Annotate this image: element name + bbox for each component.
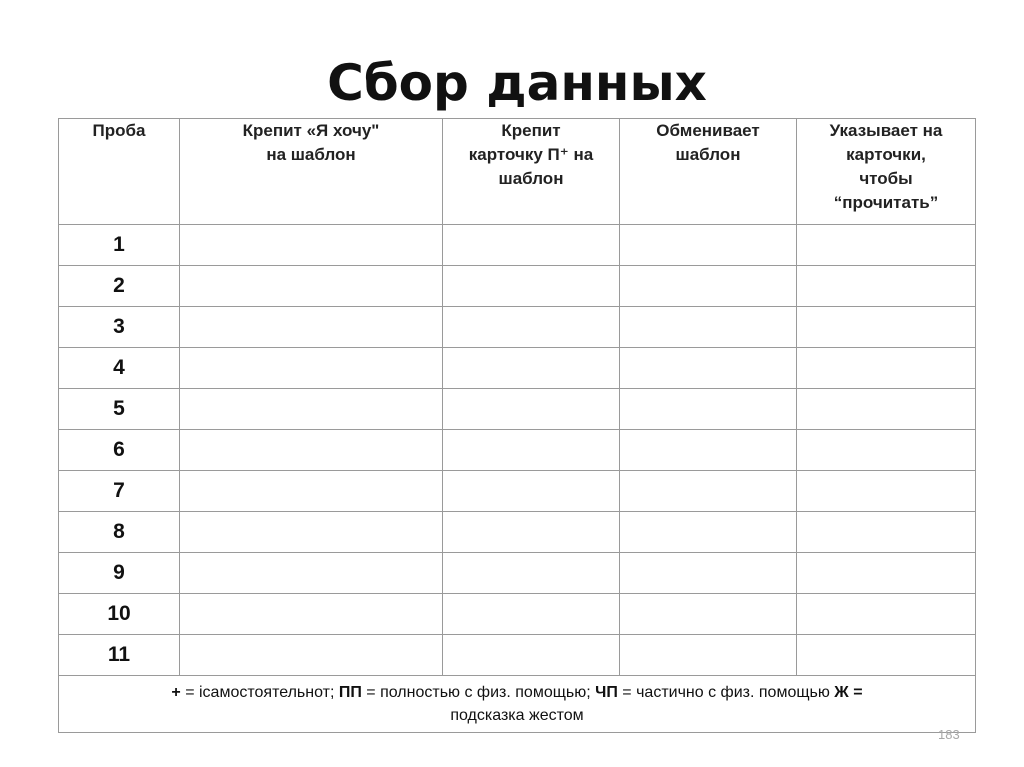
empty-cell	[797, 389, 976, 430]
empty-cell	[797, 225, 976, 266]
empty-cell	[443, 594, 620, 635]
empty-cell	[443, 512, 620, 553]
trial-number: 8	[59, 512, 180, 553]
empty-cell	[797, 266, 976, 307]
empty-cell	[797, 553, 976, 594]
trial-number: 11	[59, 635, 180, 676]
empty-cell	[797, 430, 976, 471]
empty-cell	[620, 389, 797, 430]
empty-cell	[180, 471, 443, 512]
empty-cell	[620, 512, 797, 553]
empty-cell	[443, 430, 620, 471]
legend-pp-text: = полностью с физ. помощью;	[361, 684, 596, 701]
empty-cell	[443, 266, 620, 307]
empty-cell	[443, 307, 620, 348]
legend-row	[59, 676, 976, 733]
empty-cell	[620, 635, 797, 676]
legend-plus-key: +	[171, 684, 181, 701]
table-row	[59, 553, 976, 594]
empty-cell	[620, 348, 797, 389]
empty-cell	[180, 594, 443, 635]
table-row	[59, 348, 976, 389]
page-title: Сбор данных	[327, 54, 707, 112]
empty-cell	[443, 348, 620, 389]
legend-pp-key: ПП	[338, 684, 362, 701]
table-row	[59, 307, 976, 348]
empty-cell	[620, 594, 797, 635]
empty-cell	[180, 389, 443, 430]
data-collection-table	[58, 118, 976, 733]
trial-number: 5	[59, 389, 180, 430]
table-row	[59, 594, 976, 635]
trial-number: 10	[59, 594, 180, 635]
empty-cell	[180, 307, 443, 348]
legend	[59, 676, 976, 733]
empty-cell	[443, 225, 620, 266]
empty-cell	[797, 348, 976, 389]
empty-cell	[180, 635, 443, 676]
legend-plus-text: = iсамостоятельнот;	[180, 684, 339, 701]
header-points-to-cards: Указывает на карточки, чтобы “прочитать”	[797, 119, 976, 225]
table-row	[59, 635, 976, 676]
empty-cell	[180, 553, 443, 594]
legend-line-2: подсказка жестом	[450, 707, 584, 724]
header-exchanges-template: Обменивает шаблон	[620, 119, 797, 225]
trial-number: 4	[59, 348, 180, 389]
empty-cell	[180, 266, 443, 307]
empty-cell	[180, 430, 443, 471]
table-row	[59, 266, 976, 307]
table-row	[59, 225, 976, 266]
empty-cell	[443, 635, 620, 676]
empty-cell	[620, 471, 797, 512]
trial-number: 3	[59, 307, 180, 348]
empty-cell	[620, 266, 797, 307]
trial-number: 1	[59, 225, 180, 266]
legend-chp-key: ЧП	[595, 684, 618, 701]
legend-zh-key: Ж	[834, 684, 849, 701]
header-trial: Проба	[59, 119, 180, 225]
header-attaches-card: Крепит карточку П⁺ на шаблон	[443, 119, 620, 225]
empty-cell	[180, 348, 443, 389]
trial-number: 7	[59, 471, 180, 512]
legend-chp-text: = частично с физ. помощью	[617, 684, 835, 701]
empty-cell	[620, 307, 797, 348]
table-row	[59, 512, 976, 553]
trial-number: 2	[59, 266, 180, 307]
empty-cell	[797, 594, 976, 635]
empty-cell	[797, 307, 976, 348]
empty-cell	[620, 553, 797, 594]
table-row	[59, 389, 976, 430]
header-attaches-i-want: Крепит «Я хочу" на шаблон	[180, 119, 443, 225]
empty-cell	[180, 512, 443, 553]
empty-cell	[443, 389, 620, 430]
page-number: 183	[938, 727, 960, 742]
empty-cell	[797, 471, 976, 512]
trial-number: 6	[59, 430, 180, 471]
empty-cell	[620, 225, 797, 266]
empty-cell	[443, 471, 620, 512]
table-row	[59, 430, 976, 471]
trial-number: 9	[59, 553, 180, 594]
empty-cell	[180, 225, 443, 266]
empty-cell	[797, 512, 976, 553]
empty-cell	[443, 553, 620, 594]
table-header-row	[59, 119, 976, 225]
empty-cell	[620, 430, 797, 471]
legend-zh-text: =	[848, 684, 863, 701]
table-row	[59, 471, 976, 512]
empty-cell	[797, 635, 976, 676]
